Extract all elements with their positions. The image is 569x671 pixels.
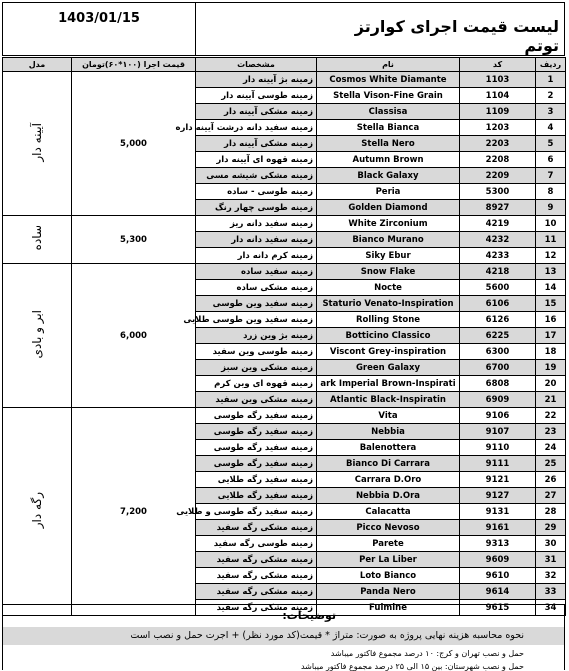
table-row xyxy=(3,216,566,232)
zone-cell xyxy=(3,72,72,216)
name-cell: Snow Flake xyxy=(317,264,460,280)
spec-cell: زمینه سفید رگه طلایی xyxy=(196,472,317,488)
date: 1403/01/15 xyxy=(58,11,140,26)
code-cell: 5300 xyxy=(460,184,536,200)
code-cell: 5600 xyxy=(460,280,536,296)
idx-cell: 6 xyxy=(536,152,566,168)
spec-cell: زمینه مشکی شیشه مسی xyxy=(196,168,317,184)
spec-cell: زمینه سفید وین طوسی طلایی xyxy=(196,312,317,328)
name-cell: Golden Diamond xyxy=(317,200,460,216)
code-cell: 9107 xyxy=(460,424,536,440)
idx-cell: 13 xyxy=(536,264,566,280)
code-cell: 4218 xyxy=(460,264,536,280)
idx-cell: 5 xyxy=(536,136,566,152)
spec-cell: زمینه بژ وین زرد xyxy=(196,328,317,344)
idx-cell: 28 xyxy=(536,504,566,520)
spec-cell: زمینه مشکی آیینه دار xyxy=(196,104,317,120)
table-body xyxy=(3,72,566,616)
idx-cell: 22 xyxy=(536,408,566,424)
name-cell: ark Imperial Brown-Inspirati xyxy=(317,376,460,392)
name-cell: Loto Bianco xyxy=(317,568,460,584)
code-cell: 2209 xyxy=(460,168,536,184)
name-cell: Fulmine xyxy=(317,600,460,616)
notes-formula: نحوه محاسبه هزینه نهایی پروژه به صورت: متراژ * قیمت(کد مورد نظر) + اجرت حمل و نصب است xyxy=(3,627,564,645)
col-spec: مشخصات xyxy=(196,58,317,72)
name-cell: Viscont Grey-inspiration xyxy=(317,344,460,360)
idx-cell: 12 xyxy=(536,248,566,264)
code-cell: 9131 xyxy=(460,504,536,520)
spec-cell: زمینه سفید رگه طلایی xyxy=(196,488,317,504)
header xyxy=(2,2,565,56)
spec-cell: زمینه سفید دانه ریز xyxy=(196,216,317,232)
spec-cell: زمینه مشکی وین سبز xyxy=(196,360,317,376)
idx-cell: 34 xyxy=(536,600,566,616)
idx-cell: 17 xyxy=(536,328,566,344)
idx-cell: 1 xyxy=(536,72,566,88)
spec-cell: زمینه طوسی رگه سفید xyxy=(196,536,317,552)
name-cell: Classisa xyxy=(317,104,460,120)
name-cell: Picco Nevoso xyxy=(317,520,460,536)
zone-label: رگه دار xyxy=(30,491,44,529)
price-table xyxy=(2,57,566,616)
idx-cell: 7 xyxy=(536,168,566,184)
idx-cell: 33 xyxy=(536,584,566,600)
notes-line-2: حمل و نصب شهرستان: بین ۱۵ الی ۲۵ درصد مجموع فاکتور میباشد xyxy=(300,662,524,671)
notes-title: توضیحات: xyxy=(282,609,336,622)
idx-cell: 20 xyxy=(536,376,566,392)
code-cell: 9110 xyxy=(460,440,536,456)
name-cell: Peria xyxy=(317,184,460,200)
spec-cell: زمینه سفید ساده xyxy=(196,264,317,280)
name-cell: Nocte xyxy=(317,280,460,296)
idx-cell: 2 xyxy=(536,88,566,104)
idx-cell: 8 xyxy=(536,184,566,200)
name-cell: Stella Bianca xyxy=(317,120,460,136)
code-cell: 6808 xyxy=(460,376,536,392)
name-cell: Rolling Stone xyxy=(317,312,460,328)
code-cell: 4219 xyxy=(460,216,536,232)
code-cell: 9313 xyxy=(460,536,536,552)
code-cell: 9614 xyxy=(460,584,536,600)
name-cell: Botticino Classico xyxy=(317,328,460,344)
idx-cell: 21 xyxy=(536,392,566,408)
col-price: قیمت اجرا (۱۰۰*۶۰)تومان xyxy=(72,58,196,72)
table-header-row xyxy=(3,58,566,72)
code-cell: 2203 xyxy=(460,136,536,152)
idx-cell: 32 xyxy=(536,568,566,584)
idx-cell: 19 xyxy=(536,360,566,376)
code-cell: 9615 xyxy=(460,600,536,616)
name-cell: Green Galaxy xyxy=(317,360,460,376)
col-name: نام xyxy=(317,58,460,72)
name-cell: Bianco Murano xyxy=(317,232,460,248)
idx-cell: 18 xyxy=(536,344,566,360)
idx-cell: 3 xyxy=(536,104,566,120)
idx-cell: 10 xyxy=(536,216,566,232)
idx-cell: 25 xyxy=(536,456,566,472)
zone-label: ساده xyxy=(30,225,44,251)
spec-cell: زمینه سفید رگه طوسی xyxy=(196,424,317,440)
code-cell: 1109 xyxy=(460,104,536,120)
zone-cell xyxy=(3,264,72,408)
spec-cell: زمینه مشکی وین سفید xyxy=(196,392,317,408)
name-cell: Vita xyxy=(317,408,460,424)
table-row xyxy=(3,72,566,88)
name-cell: Bianco Di Carrara xyxy=(317,456,460,472)
name-cell: Panda Nero xyxy=(317,584,460,600)
price-cell: 5,000 xyxy=(72,72,196,216)
price-cell: 6,000 xyxy=(72,264,196,408)
spec-cell: زمینه سفید رگه طوسی xyxy=(196,440,317,456)
idx-cell: 27 xyxy=(536,488,566,504)
col-idx: ردیف xyxy=(536,58,566,72)
code-cell: 8927 xyxy=(460,200,536,216)
spec-cell: زمینه مشکی رگه سفید xyxy=(196,584,317,600)
spec-cell: زمینه مشکی رگه سفید xyxy=(196,520,317,536)
code-cell: 9106 xyxy=(460,408,536,424)
spec-cell: زمینه طوسی - ساده xyxy=(196,184,317,200)
code-cell: 6909 xyxy=(460,392,536,408)
spec-cell: زمینه سفید رگه طوسی xyxy=(196,408,317,424)
name-cell: Autumn Brown xyxy=(317,152,460,168)
price-cell: 5,300 xyxy=(72,216,196,264)
name-cell: Per La Liber xyxy=(317,552,460,568)
code-cell: 6126 xyxy=(460,312,536,328)
code-cell: 4232 xyxy=(460,232,536,248)
notes-box xyxy=(2,604,565,670)
spec-cell: زمینه قهوه ای وین کرم xyxy=(196,376,317,392)
spec-cell: زمینه کرم دانه دار xyxy=(196,248,317,264)
zone-cell xyxy=(3,408,72,616)
table-row xyxy=(3,408,566,424)
code-cell: 6300 xyxy=(460,344,536,360)
name-cell: Calacatta xyxy=(317,504,460,520)
spec-cell: زمینه طوسی وین سفید xyxy=(196,344,317,360)
spec-cell: زمینه مشکی رگه سفید xyxy=(196,600,317,616)
code-cell: 6700 xyxy=(460,360,536,376)
idx-cell: 4 xyxy=(536,120,566,136)
zone-cell xyxy=(3,216,72,264)
idx-cell: 30 xyxy=(536,536,566,552)
spec-cell: زمینه مشکی رگه سفید xyxy=(196,568,317,584)
page-title: لیست قیمت اجرای کوارتز توتم xyxy=(354,17,559,55)
code-cell: 9161 xyxy=(460,520,536,536)
code-cell: 1203 xyxy=(460,120,536,136)
name-cell: Cosmos White Diamante xyxy=(317,72,460,88)
idx-cell: 9 xyxy=(536,200,566,216)
code-cell: 4233 xyxy=(460,248,536,264)
col-zone: مدل xyxy=(3,58,72,72)
table-row xyxy=(3,264,566,280)
date-box xyxy=(3,3,196,55)
name-cell: Staturio Venato-Inspiration xyxy=(317,296,460,312)
name-cell: Stella Vison-Fine Grain xyxy=(317,88,460,104)
spec-cell: زمینه طوسی آیینه دار xyxy=(196,88,317,104)
spec-cell: زمینه بژ آیینه دار xyxy=(196,72,317,88)
code-cell: 9127 xyxy=(460,488,536,504)
code-cell: 9609 xyxy=(460,552,536,568)
spec-cell: زمینه سفید دانه دار xyxy=(196,232,317,248)
name-cell: White Zirconium xyxy=(317,216,460,232)
spec-cell: زمینه قهوه ای آیینه دار xyxy=(196,152,317,168)
code-cell: 6106 xyxy=(460,296,536,312)
code-cell: 9610 xyxy=(460,568,536,584)
spec-cell: زمینه سفید وین طوسی xyxy=(196,296,317,312)
spec-cell: زمینه مشکی رگه سفید xyxy=(196,552,317,568)
spec-cell: زمینه سفید دانه درشت آیینه داره xyxy=(196,120,317,136)
idx-cell: 15 xyxy=(536,296,566,312)
spec-cell: زمینه طوسی چهار رنگ xyxy=(196,200,317,216)
name-cell: Parete xyxy=(317,536,460,552)
idx-cell: 16 xyxy=(536,312,566,328)
idx-cell: 23 xyxy=(536,424,566,440)
notes-line-1: حمل و نصب تهران و کرج: ۱۰ درصد مجموع فاکتور میباشد xyxy=(330,649,524,658)
idx-cell: 29 xyxy=(536,520,566,536)
spec-cell: زمینه سفید رگه طوسی و طلایی xyxy=(196,504,317,520)
name-cell: Nebbia D.Ora xyxy=(317,488,460,504)
code-cell: 9121 xyxy=(460,472,536,488)
col-code: کد xyxy=(460,58,536,72)
zone-label: ابر و بادی xyxy=(30,309,44,359)
idx-cell: 26 xyxy=(536,472,566,488)
spec-cell: زمینه مشکی ساده xyxy=(196,280,317,296)
code-cell: 9111 xyxy=(460,456,536,472)
spec-cell: زمینه سفید رگه طوسی xyxy=(196,456,317,472)
idx-cell: 14 xyxy=(536,280,566,296)
idx-cell: 31 xyxy=(536,552,566,568)
name-cell: Nebbia xyxy=(317,424,460,440)
name-cell: Stella Nero xyxy=(317,136,460,152)
name-cell: Siky Ebur xyxy=(317,248,460,264)
idx-cell: 11 xyxy=(536,232,566,248)
zone-label: آیینه دار xyxy=(30,122,44,162)
code-cell: 1104 xyxy=(460,88,536,104)
spec-cell: زمینه مشکی آیینه دار xyxy=(196,136,317,152)
idx-cell: 24 xyxy=(536,440,566,456)
code-cell: 6225 xyxy=(460,328,536,344)
code-cell: 2208 xyxy=(460,152,536,168)
name-cell: Atlantic Black-Inspiratin xyxy=(317,392,460,408)
name-cell: Carrara D.Oro xyxy=(317,472,460,488)
name-cell: Balenottera xyxy=(317,440,460,456)
code-cell: 1103 xyxy=(460,72,536,88)
price-cell: 7,200 xyxy=(72,408,196,616)
name-cell: Black Galaxy xyxy=(317,168,460,184)
